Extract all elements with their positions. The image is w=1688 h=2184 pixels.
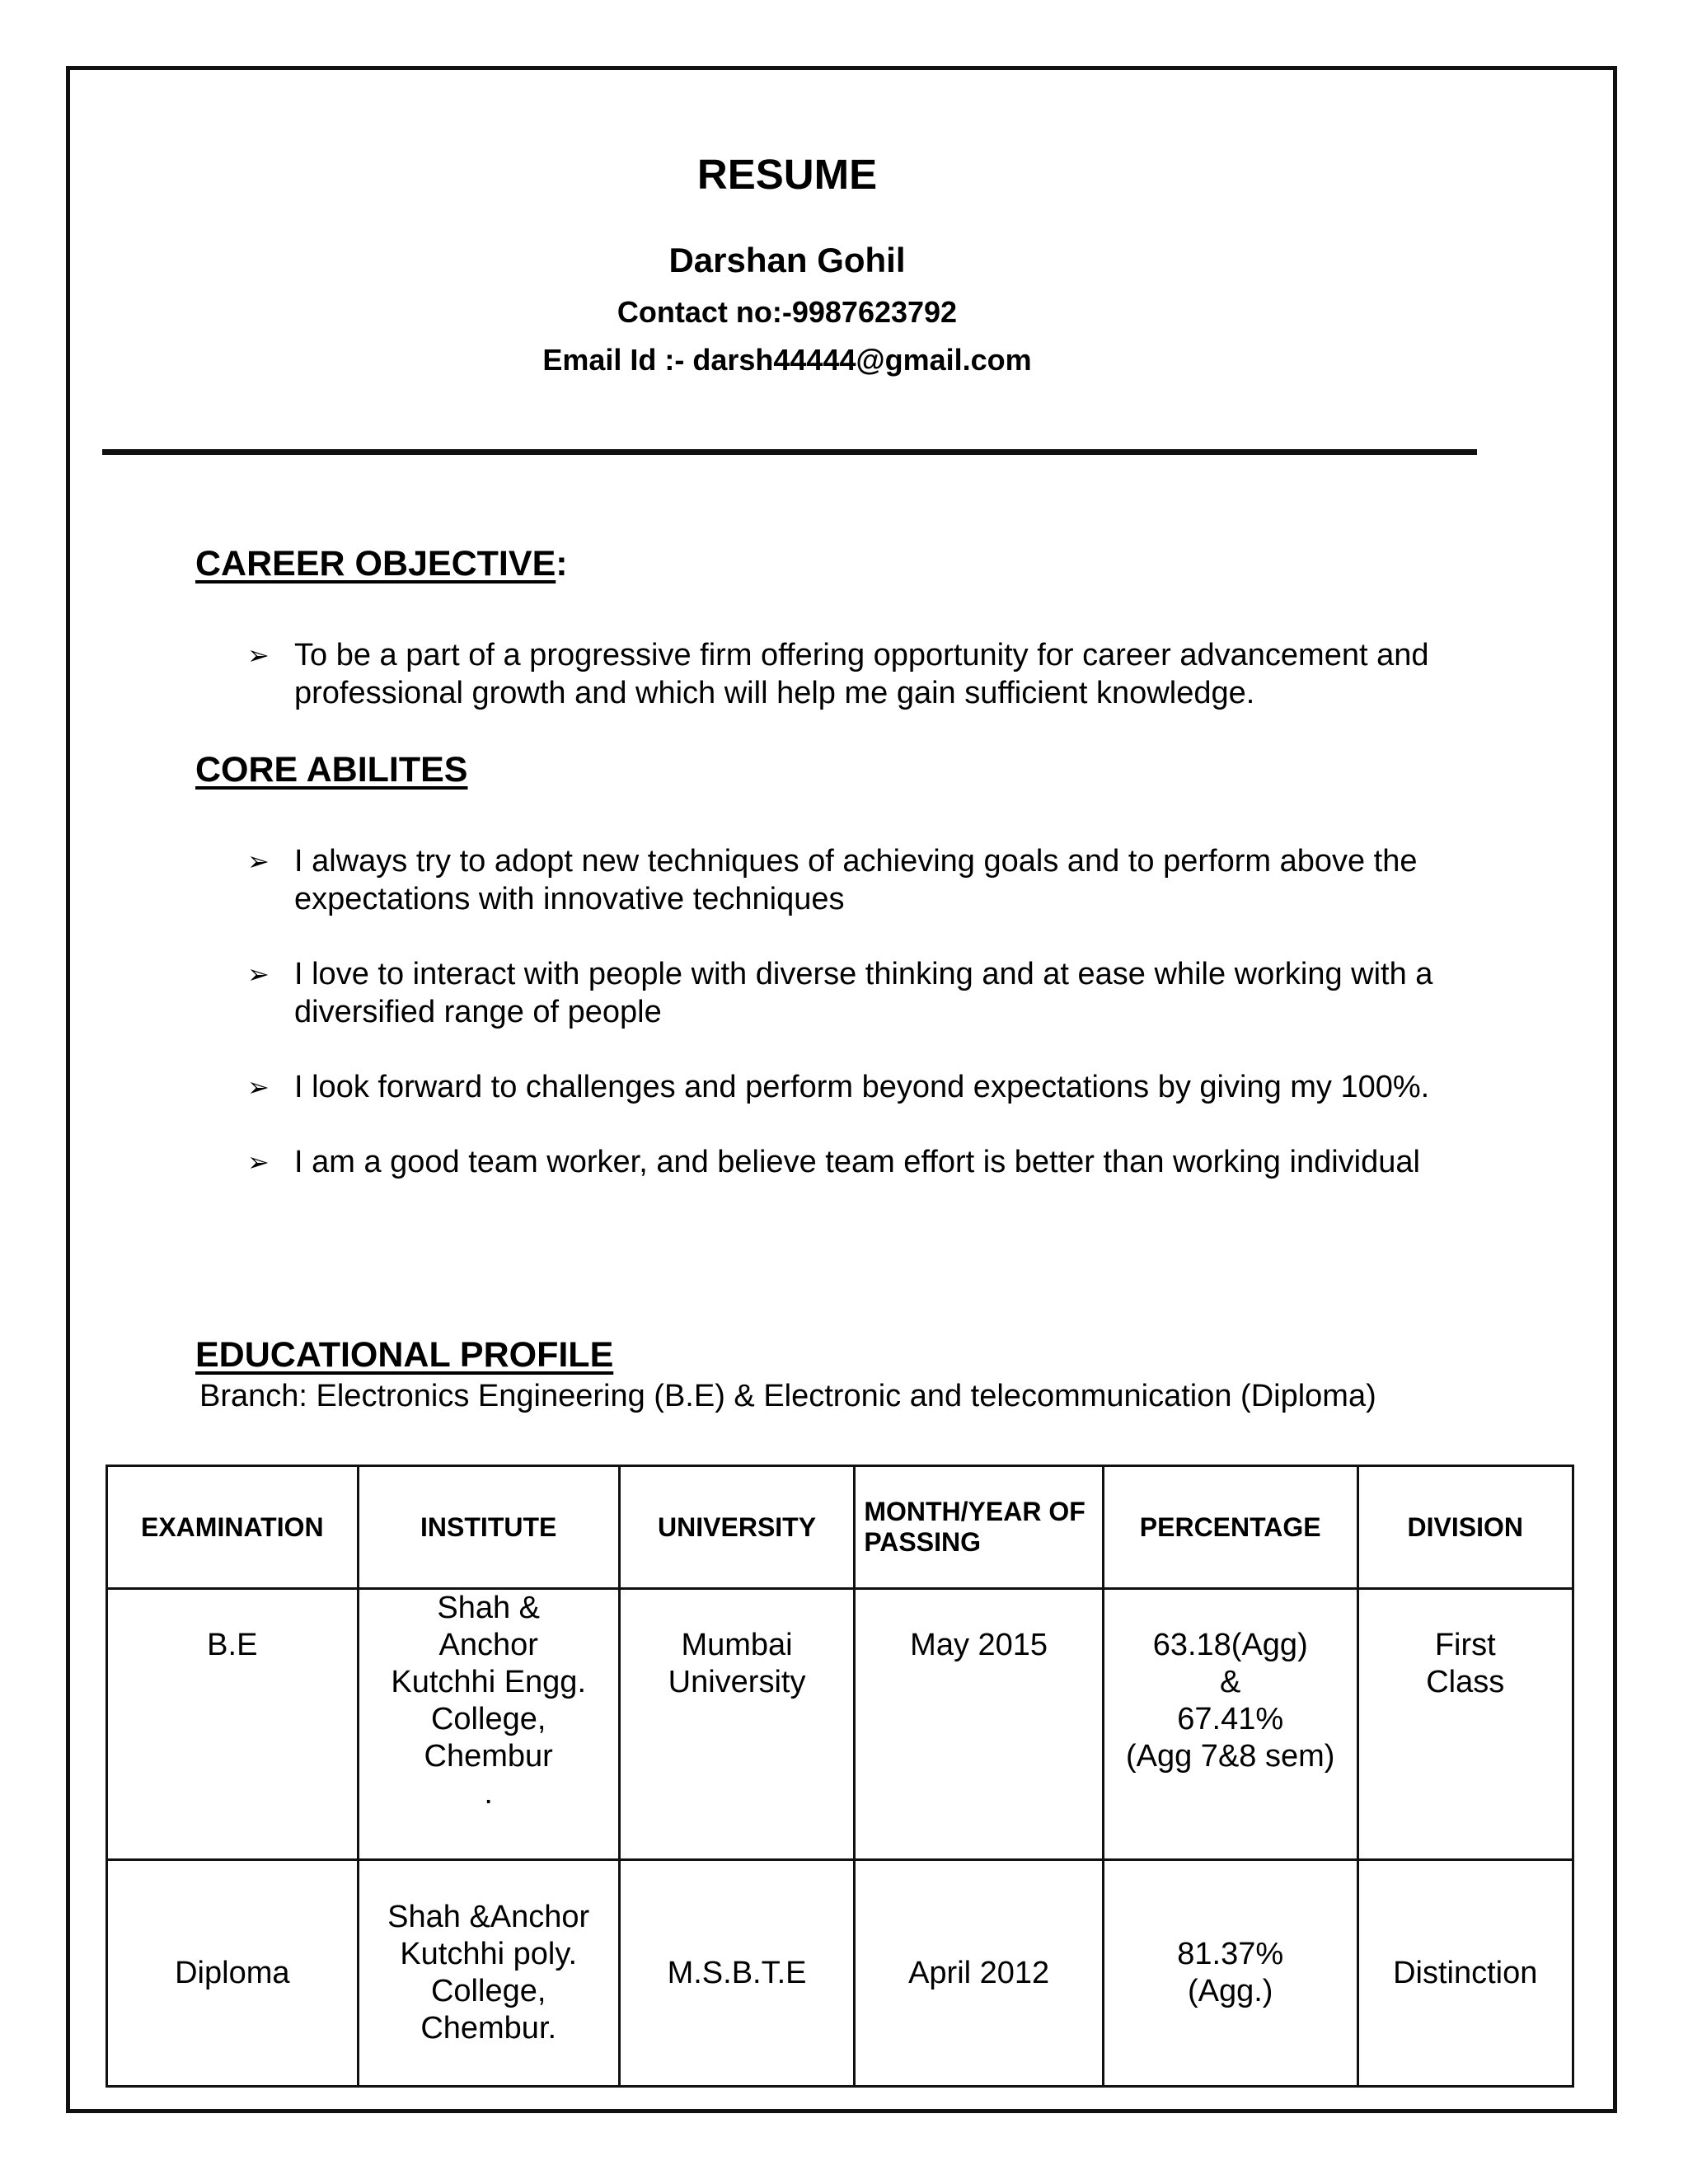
cell-line: 67.41% <box>1177 1702 1284 1736</box>
table-row <box>107 1589 1573 1860</box>
core-ability-text: I look forward to challenges and perform beyond expectations by giving my 100%. <box>294 1070 1430 1104</box>
header-divider <box>102 449 1477 455</box>
arrowhead-bullet-icon: ➢ <box>247 1072 270 1102</box>
cell-line: College, <box>430 1702 546 1736</box>
table-row <box>107 1860 1573 2087</box>
cell-line: Chembur. <box>420 2011 557 2046</box>
cell-line: Class <box>1426 1665 1505 1699</box>
list-item <box>247 1143 1484 1181</box>
cell-examination: B.E <box>107 1589 359 1860</box>
arrowhead-bullet-icon: ➢ <box>247 640 270 670</box>
career-objective-list <box>247 636 1484 712</box>
candidate-name: Darshan Gohil <box>668 241 906 279</box>
column-header-division: DIVISION <box>1357 1466 1573 1589</box>
cell-line: College, <box>430 1974 546 2008</box>
column-header-university: UNIVERSITY <box>619 1466 855 1589</box>
list-item <box>247 842 1484 918</box>
educational-profile-heading-text: EDUCATIONAL PROFILE <box>195 1335 614 1375</box>
cell-division <box>1357 1589 1573 1860</box>
list-item <box>247 955 1484 1031</box>
column-header-examination: EXAMINATION <box>107 1466 359 1589</box>
core-abilities-heading-text: CORE ABILITES <box>195 750 468 790</box>
career-objective-heading-text: CAREER OBJECTIVE <box>195 544 556 583</box>
education-table <box>106 1465 1574 2088</box>
table-header-row <box>107 1466 1573 1589</box>
cell-line: 63.18(Agg) <box>1152 1628 1308 1662</box>
cell-line: Chembur <box>424 1739 553 1774</box>
core-abilities-heading <box>195 750 467 790</box>
cell-line: Shah & <box>437 1591 541 1625</box>
column-header-passing: MONTH/YEAR OF PASSING <box>855 1466 1104 1589</box>
arrowhead-bullet-icon: ➢ <box>247 959 270 989</box>
cell-line: University <box>668 1665 806 1699</box>
core-abilities-list <box>247 842 1484 1218</box>
cell-line: Kutchhi Engg. <box>391 1665 586 1699</box>
contact-number: Contact no:-9987623792 <box>617 295 958 329</box>
cell-institute <box>358 1860 619 2087</box>
cell-line: Shah &Anchor <box>387 1900 590 1934</box>
career-objective-colon: : <box>556 544 568 583</box>
cell-line: Mumbai <box>681 1628 793 1662</box>
column-header-percentage: PERCENTAGE <box>1103 1466 1357 1589</box>
cell-percentage <box>1103 1860 1357 2087</box>
branch-line: Branch: Electronics Engineering (B.E) & Electronic and telecommunication (Diploma) <box>199 1379 1376 1413</box>
cell-line: . <box>484 1776 493 1811</box>
arrowhead-bullet-icon: ➢ <box>247 846 270 876</box>
list-item <box>247 636 1484 712</box>
core-ability-text: I love to interact with people with diverse thinking and at ease while working with a diversified range of people <box>294 957 1433 1029</box>
cell-institute <box>358 1589 619 1860</box>
career-objective-heading <box>195 544 568 584</box>
cell-line: 81.37% <box>1177 1937 1284 1971</box>
cell-examination: Diploma <box>107 1860 359 2087</box>
career-objective-text: To be a part of a progressive firm offering opportunity for career advancement and professional growth and which will help me gain sufficient knowledge. <box>294 638 1429 710</box>
list-item <box>247 1068 1484 1106</box>
cell-line: First <box>1434 1628 1496 1662</box>
cell-division <box>1357 1860 1573 2087</box>
resume-title: RESUME <box>696 151 878 198</box>
cell-line: Distinction <box>1393 1955 1538 1990</box>
cell-line: Kutchhi poly. <box>400 1937 578 1971</box>
cell-line: Anchor <box>438 1628 538 1662</box>
cell-university <box>619 1860 855 2087</box>
cell-line: & <box>1220 1665 1241 1699</box>
cell-passing: May 2015 <box>855 1589 1104 1860</box>
arrowhead-bullet-icon: ➢ <box>247 1147 270 1177</box>
cell-line: (Agg.) <box>1187 1974 1273 2008</box>
cell-passing: April 2012 <box>855 1860 1104 2087</box>
column-header-institute: INSTITUTE <box>358 1466 619 1589</box>
email-address: Email Id :- darsh44444@gmail.com <box>542 343 1032 377</box>
cell-line: M.S.B.T.E <box>667 1955 807 1990</box>
cell-university <box>619 1589 855 1860</box>
core-ability-text: I am a good team worker, and believe team effort is better than working individual <box>294 1145 1420 1179</box>
cell-percentage <box>1103 1589 1357 1860</box>
cell-line: (Agg 7&8 sem) <box>1125 1739 1335 1774</box>
core-ability-text: I always try to adopt new techniques of achieving goals and to perform above the expectations with innovative techniques <box>294 844 1418 916</box>
educational-profile-heading <box>195 1335 613 1376</box>
